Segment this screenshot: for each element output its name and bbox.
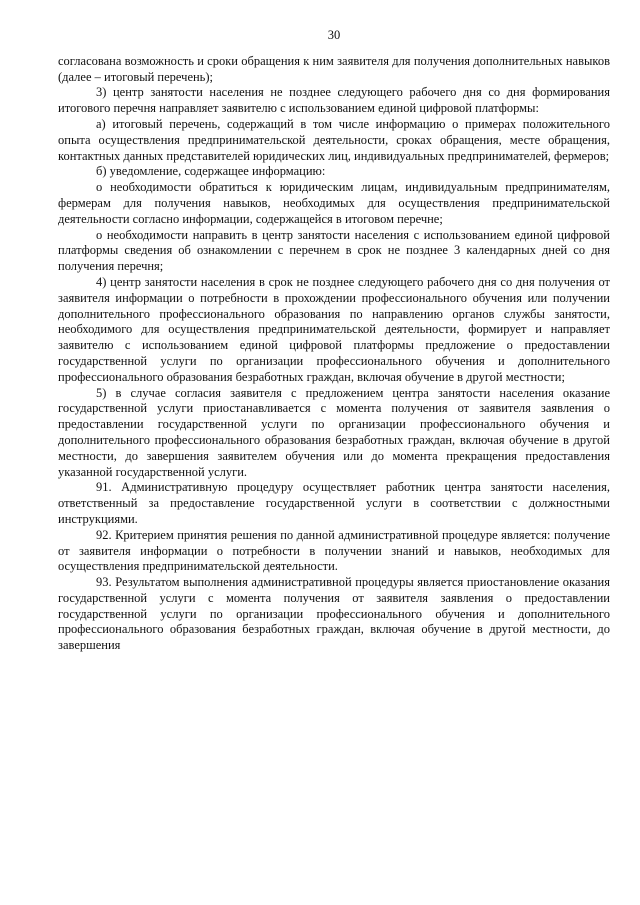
paragraph-item-4: 4) центр занятости населения в срок не позднее следующего рабочего дня со дня получения от заявителя информации о потребности в прохождении профессионального обучения или получении дополнительного профессионального образования по направлению органов службы занятости, необходимого для осуществления предпринимательской деятельности, формирует и направляет заявителю с использованием единой цифровой платформы предложение о предоставлении государственной услуги по организации профессионального обучения и дополнительного профессионального образования безработных граждан, включая обучение в другой местности; — [58, 274, 610, 384]
paragraph-item-5: 5) в случае согласия заявителя с предложением центра занятости населения оказание государственной услуги приостанавливается с момента получения от заявителя заявления о предоставлении государственной услуги по организации профессионального обучения и дополнительного профессионального образования безработных граждан, включая обучение в другой местности, до завершения заявителем обучения или до момента прекращения предоставления указанной государственной услуги. — [58, 385, 610, 479]
page-number: 30 — [327, 28, 341, 42]
paragraph-item-b: б) уведомление, содержащее информацию: — [96, 164, 326, 179]
paragraph-item-3: 3) центр занятости населения не позднее следующего рабочего дня со дня формирования итогового перечня направляет заявителю с использованием единой цифровой платформы: — [58, 85, 610, 116]
document-page — [58, 28, 610, 654]
paragraph-notice-1: о необходимости обратиться к юридическим лицам, индивидуальным предпринимателям, фермерам для получения навыков, необходимых для осуществления предпринимательской деятельности согласно информации, содержащейся в итоговом перечне; — [58, 180, 610, 226]
paragraph-notice-2: о необходимости направить в центр занятости населения с использованием единой цифровой платформы сведения об ознакомлении с перечнем в срок не позднее 3 календарных дней со дня получения перечня; — [58, 227, 610, 274]
paragraph-continuation: согласована возможность и сроки обращения к ним заявителя для получения дополнительных навыков (далее – итоговый перечень); — [58, 53, 610, 84]
paragraph-92: 92. Критерием принятия решения по данной административной процедуре является: получение от заявителя информации о потребности в получении знаний и навыков, необходимых для осуществления предпринимательской деятельности. — [58, 527, 610, 574]
paragraph-item-a: а) итоговый перечень, содержащий в том числе информацию о примерах положительного опыта осуществления предпринимательской деятельности, сроках обращения, месте обращения, контактных данных представителей юридических лиц, индивидуальных предпринимателей, фермеров; — [58, 116, 610, 163]
paragraph-91: 91. Административную процедуру осуществляет работник центра занятости населения, ответственный за предоставление государственной услуги в соответствии с должностными инструкциями. — [58, 480, 610, 526]
paragraph-93: 93. Результатом выполнения административной процедуры является приостановление оказания государственной услуги с момента получения от заявителя заявления о предоставлении государственной услуги по организации профессионального обучения и дополнительного профессионального образования безработных граждан, включая обучение в другой местности, до завершения — [58, 575, 610, 653]
